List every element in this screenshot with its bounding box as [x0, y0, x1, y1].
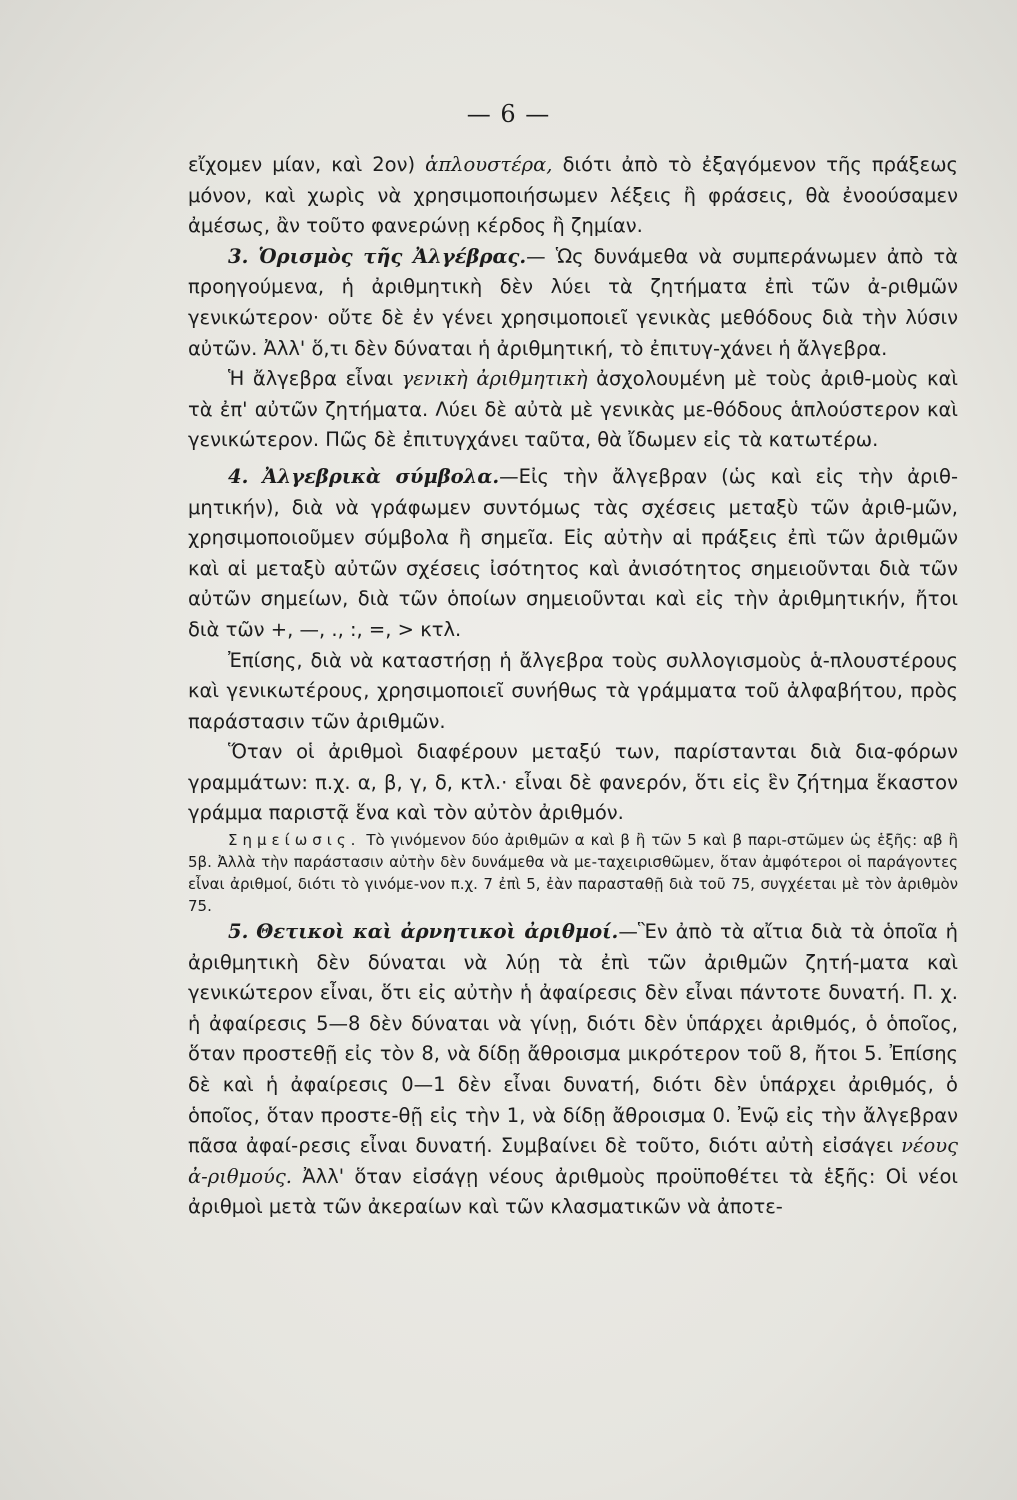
section-4-text: —Εἰς τὴν ἄλγεβραν (ὡς καὶ εἰς τὴν ἀριθ-μητικήν), διὰ νὰ γράφωμεν συντόμως τὰς σχέσεις μεταξὺ τῶν ἀριθ-μῶν, χρησιμοποιοῦμεν σύμβολα ἢ σημεῖα. Εἰς αὐτὴν αἱ πράξεις ἐπὶ τῶν ἀριθμῶν καὶ αἱ μεταξὺ αὐτῶν σχέσεις ἰσότητος καὶ ἀνισότητος σημειοῦνται διὰ τῶν αὐτῶν σημείων, διὰ τῶν ὁποίων σημειοῦνται καὶ εἰς τὴν ἀριθμητικήν, ἤτοι διὰ τῶν +, —, ., :, =, > κτλ. [188, 464, 958, 641]
page-number: — 6 — [466, 100, 551, 128]
s3-p2-text-2: ἀσχολουμένη μὲ τοὺς ἀριθ-μοὺς καὶ τὰ ἐπ' αὐτῶν ζητήματα. Λύει δὲ αὐτὰ μὲ γενικὰς με-θόδους ἁπλούστερον καὶ γενικώτερον. Πῶς δὲ ἐπιτυγχάνει ταῦτα, θὰ ἴδωμεν εἰς τὰ κατωτέρω. [188, 367, 958, 452]
section-4-title: Ἀλγεβρικὰ σύμβολα. [262, 464, 500, 488]
page-text [188, 150, 958, 1223]
section-3-paragraph-2 [188, 364, 958, 456]
intro-italic: ἁπλουστέρα, [425, 153, 553, 176]
section-5-text-2: Ἀλλ' ὅταν εἰσάγῃ νέους ἀριθμοὺς προϋποθέτει τὰ ἑξῆς: Οἱ νέοι ἀριθμοὶ μετὰ τῶν ἀκεραίων καὶ τῶν κλασματικῶν νὰ ἀποτε- [188, 1164, 958, 1219]
section-4-paragraph-3: Ὅταν οἱ ἀριθμοὶ διαφέρουν μεταξύ των, παρίστανται διὰ δια-φόρων γραμμάτων: π.χ. α, β, γ, δ, κτλ.· εἶναι δὲ φανερόν, ὅτι εἰς ἓν ζήτημα ἕκαστον γράμμα παριστᾷ ἕνα καὶ τὸν αὐτὸν ἀριθμόν. [188, 740, 958, 825]
note-paragraph [188, 829, 958, 917]
section-5-title: Θετικοὶ καὶ ἀρνητικοὶ ἀριθμοί. [256, 920, 619, 944]
note-text: Τὸ γινόμενον δύο ἀριθμῶν α καὶ β ἢ τῶν 5 καὶ β παρι-στῶμεν ὡς ἑξῆς: αβ ἢ 5β. Ἀλλὰ τὴν παράστασιν αὐτὴν δὲν δυνάμεθα νὰ με-ταχειρισθῶμεν, ὅταν ἀμφότεροι οἱ παράγοντες εἶναι ἀριθμοί, διότι τὸ γινόμε-νον π.χ. 7 ἐπὶ 5, ἐὰν παρασταθῇ διὰ τοῦ 75, συγχέεται μὲ τὸν ἀριθμὸν 75. [188, 831, 958, 916]
s3-p2-italic: γενικὴ ἀριθμητικὴ [401, 367, 588, 391]
section-4-number: 4. [228, 464, 249, 488]
section-4-paragraph-2: Ἐπίσης, διὰ νὰ καταστήσῃ ἡ ἄλγεβρα τοὺς συλλογισμοὺς ἁ-πλουστέρους καὶ γενικωτέρους, χρησιμοποιεῖ συνήθως τὰ γράμματα τοῦ ἀλφαβήτου, πρὸς παράστασιν τῶν ἀριθμῶν. [188, 648, 958, 733]
section-3-title: Ὁρισμὸς τῆς Ἀλγέβρας. [258, 244, 527, 268]
section-3-number: 3. [228, 244, 249, 268]
section-5-number: 5. [228, 920, 249, 944]
section-4-paragraph [188, 462, 958, 646]
intro-text-2: διότι ἀπὸ τὸ ἐξαγόμενον τῆς πράξεως μόνον, καὶ χωρὶς νὰ χρησιμοποιήσωμεν λέξεις ἢ φράσεις, θὰ ἐνοούσαμεν ἀμέσως, ἂν τοῦτο φανερώνῃ κέρδος ἢ ζημίαν. [188, 153, 958, 238]
section-5-text-1: —Ἓν ἀπὸ τὰ αἴτια διὰ τὰ ὁποῖα ἡ ἀριθμητικὴ δὲν δύναται νὰ λύῃ τὰ ἐπὶ τῶν ἀριθμῶν ζητή-ματα καὶ γενικώτερον εἶναι, ὅτι εἰς αὐτὴν ἡ ἀφαίρεσις δὲν εἶναι πάντοτε δυνατή. Π. χ. ἡ ἀφαίρεσις 5—8 δὲν δύναται νὰ γίνῃ, διότι δὲν ὑπάρχει ἀριθμός, ὁ ὁποῖος, ὅταν προστεθῇ εἰς τὸν 8, νὰ δίδῃ ἄθροισμα μικρότερον τοῦ 8, ἤτοι 5. Ἐπίσης δὲ καὶ ἡ ἀφαίρεσις 0—1 δὲν εἶναι δυνατή, διότι δὲν ὑπάρχει ἀριθμός, ὁ ὁποῖος, ὅταν προστε-θῇ εἰς τὴν 1, νὰ δίδῃ ἄθροισμα 0. Ἐνῷ εἰς τὴν ἄλγεβραν πᾶσα ἀφαί-ρεσις εἶναι δυνατή. Συμβαίνει δὲ τοῦτο, διότι αὐτὴ εἰσάγει [188, 920, 958, 1158]
section-3-text: — Ὡς δυνάμεθα νὰ συμπεράνωμεν ἀπὸ τὰ προηγούμενα, ἡ ἀριθμητικὴ δὲν λύει τὰ ζητήματα ἐπὶ τῶν ἀ-ριθμῶν γενικώτερον· οὔτε δὲ ἐν γένει χρησιμοποιεῖ γενικὰς μεθόδους διὰ τὴν λύσιν αὐτῶν. Ἀλλ' ὅ,τι δὲν δύναται ἡ ἀριθμητική, τὸ ἐπιτυγ-χάνει ἡ ἄλγεβρα. [188, 244, 959, 360]
intro-paragraph [188, 150, 958, 242]
s3-p2-text-1: Ἡ ἄλγεβρα εἶναι [228, 367, 402, 391]
section-3-paragraph [188, 242, 958, 364]
intro-text-1: εἴχομεν μίαν, καὶ 2ον) [188, 153, 426, 176]
section-5-paragraph [188, 917, 958, 1223]
section-5-italic: νέους ἀ-ριθμούς. [188, 1134, 958, 1188]
note-label: Σημείωσις. [228, 831, 361, 850]
